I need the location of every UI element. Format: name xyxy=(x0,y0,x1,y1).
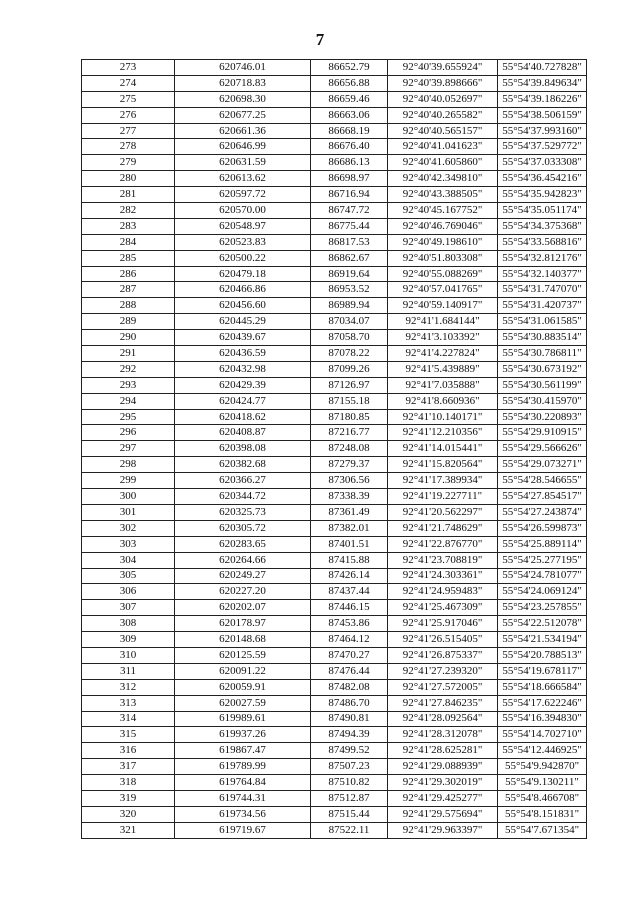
table-row xyxy=(82,822,587,838)
table-row xyxy=(82,775,587,791)
latitude-cell: 55°54'16.394830" xyxy=(498,711,587,727)
table-row xyxy=(82,616,587,632)
x-coordinate-cell: 620325.73 xyxy=(175,504,311,520)
y-coordinate-cell: 87361.49 xyxy=(311,504,388,520)
longitude-cell: 92°40'51.803308" xyxy=(388,250,498,266)
latitude-cell: 55°54'38.506159" xyxy=(498,107,587,123)
table-row xyxy=(82,679,587,695)
latitude-cell: 55°54'28.546655" xyxy=(498,473,587,489)
latitude-cell: 55°54'35.942823" xyxy=(498,187,587,203)
table-row xyxy=(82,155,587,171)
y-coordinate-cell: 87401.51 xyxy=(311,536,388,552)
longitude-cell: 92°41'27.572005" xyxy=(388,679,498,695)
x-coordinate-cell: 620429.39 xyxy=(175,377,311,393)
table-row xyxy=(82,536,587,552)
y-coordinate-cell: 86656.88 xyxy=(311,75,388,91)
latitude-cell: 55°54'8.151831" xyxy=(498,806,587,822)
y-coordinate-cell: 87507.23 xyxy=(311,759,388,775)
latitude-cell: 55°54'19.678117" xyxy=(498,663,587,679)
latitude-cell: 55°54'36.454216" xyxy=(498,171,587,187)
latitude-cell: 55°54'29.910915" xyxy=(498,425,587,441)
x-coordinate-cell: 620366.27 xyxy=(175,473,311,489)
longitude-cell: 92°40'39.655924" xyxy=(388,60,498,76)
latitude-cell: 55°54'7.671354" xyxy=(498,822,587,838)
latitude-cell: 55°54'24.781077" xyxy=(498,568,587,584)
point-number-cell: 312 xyxy=(82,679,175,695)
point-number-cell: 280 xyxy=(82,171,175,187)
table-row xyxy=(82,409,587,425)
latitude-cell: 55°54'9.130211" xyxy=(498,775,587,791)
point-number-cell: 315 xyxy=(82,727,175,743)
x-coordinate-cell: 620382.68 xyxy=(175,457,311,473)
longitude-cell: 92°41'26.875337" xyxy=(388,647,498,663)
x-coordinate-cell: 620424.77 xyxy=(175,393,311,409)
y-coordinate-cell: 87464.12 xyxy=(311,632,388,648)
latitude-cell: 55°54'14.702710" xyxy=(498,727,587,743)
point-number-cell: 301 xyxy=(82,504,175,520)
point-number-cell: 314 xyxy=(82,711,175,727)
table-row xyxy=(82,504,587,520)
y-coordinate-cell: 87078.22 xyxy=(311,346,388,362)
longitude-cell: 92°41'3.103392" xyxy=(388,330,498,346)
x-coordinate-cell: 620631.59 xyxy=(175,155,311,171)
y-coordinate-cell: 87415.88 xyxy=(311,552,388,568)
x-coordinate-cell: 620445.29 xyxy=(175,314,311,330)
longitude-cell: 92°41'25.917046" xyxy=(388,616,498,632)
longitude-cell: 92°41'14.015441" xyxy=(388,441,498,457)
table-row xyxy=(82,346,587,362)
coordinates-table xyxy=(81,59,587,839)
point-number-cell: 287 xyxy=(82,282,175,298)
y-coordinate-cell: 86989.94 xyxy=(311,298,388,314)
y-coordinate-cell: 86652.79 xyxy=(311,60,388,76)
point-number-cell: 318 xyxy=(82,775,175,791)
y-coordinate-cell: 87470.27 xyxy=(311,647,388,663)
table-row xyxy=(82,489,587,505)
x-coordinate-cell: 620613.62 xyxy=(175,171,311,187)
y-coordinate-cell: 87490.81 xyxy=(311,711,388,727)
coordinates-table-body xyxy=(82,60,587,839)
table-row xyxy=(82,377,587,393)
x-coordinate-cell: 620148.68 xyxy=(175,632,311,648)
latitude-cell: 55°54'39.849634" xyxy=(498,75,587,91)
point-number-cell: 294 xyxy=(82,393,175,409)
point-number-cell: 310 xyxy=(82,647,175,663)
x-coordinate-cell: 620027.59 xyxy=(175,695,311,711)
longitude-cell: 92°40'40.565157" xyxy=(388,123,498,139)
longitude-cell: 92°41'19.227711" xyxy=(388,489,498,505)
point-number-cell: 311 xyxy=(82,663,175,679)
table-row xyxy=(82,568,587,584)
y-coordinate-cell: 87155.18 xyxy=(311,393,388,409)
latitude-cell: 55°54'34.375368" xyxy=(498,218,587,234)
longitude-cell: 92°41'23.708819" xyxy=(388,552,498,568)
y-coordinate-cell: 86817.53 xyxy=(311,234,388,250)
y-coordinate-cell: 87512.87 xyxy=(311,790,388,806)
point-number-cell: 290 xyxy=(82,330,175,346)
y-coordinate-cell: 86659.46 xyxy=(311,91,388,107)
y-coordinate-cell: 87494.39 xyxy=(311,727,388,743)
longitude-cell: 92°40'55.088269" xyxy=(388,266,498,282)
x-coordinate-cell: 620500.22 xyxy=(175,250,311,266)
latitude-cell: 55°54'25.889114" xyxy=(498,536,587,552)
table-row xyxy=(82,361,587,377)
point-number-cell: 305 xyxy=(82,568,175,584)
point-number-cell: 281 xyxy=(82,187,175,203)
longitude-cell: 92°40'41.041623" xyxy=(388,139,498,155)
longitude-cell: 92°40'45.167752" xyxy=(388,203,498,219)
x-coordinate-cell: 620249.27 xyxy=(175,568,311,584)
longitude-cell: 92°40'39.898666" xyxy=(388,75,498,91)
y-coordinate-cell: 87306.56 xyxy=(311,473,388,489)
y-coordinate-cell: 87522.11 xyxy=(311,822,388,838)
longitude-cell: 92°41'28.092564" xyxy=(388,711,498,727)
latitude-cell: 55°54'31.061585" xyxy=(498,314,587,330)
x-coordinate-cell: 620698.30 xyxy=(175,91,311,107)
y-coordinate-cell: 86668.19 xyxy=(311,123,388,139)
point-number-cell: 297 xyxy=(82,441,175,457)
longitude-cell: 92°40'42.349810" xyxy=(388,171,498,187)
y-coordinate-cell: 86686.13 xyxy=(311,155,388,171)
table-row xyxy=(82,60,587,76)
point-number-cell: 291 xyxy=(82,346,175,362)
x-coordinate-cell: 619867.47 xyxy=(175,743,311,759)
latitude-cell: 55°54'12.446925" xyxy=(498,743,587,759)
y-coordinate-cell: 86862.67 xyxy=(311,250,388,266)
point-number-cell: 292 xyxy=(82,361,175,377)
point-number-cell: 298 xyxy=(82,457,175,473)
y-coordinate-cell: 86698.97 xyxy=(311,171,388,187)
x-coordinate-cell: 620439.67 xyxy=(175,330,311,346)
table-row xyxy=(82,806,587,822)
y-coordinate-cell: 86663.06 xyxy=(311,107,388,123)
latitude-cell: 55°54'30.415970" xyxy=(498,393,587,409)
longitude-cell: 92°41'27.239320" xyxy=(388,663,498,679)
latitude-cell: 55°54'37.529772" xyxy=(498,139,587,155)
table-row xyxy=(82,330,587,346)
table-row xyxy=(82,790,587,806)
x-coordinate-cell: 619789.99 xyxy=(175,759,311,775)
table-row xyxy=(82,711,587,727)
y-coordinate-cell: 87034.07 xyxy=(311,314,388,330)
y-coordinate-cell: 86716.94 xyxy=(311,187,388,203)
longitude-cell: 92°40'43.388505" xyxy=(388,187,498,203)
y-coordinate-cell: 86953.52 xyxy=(311,282,388,298)
table-row xyxy=(82,600,587,616)
y-coordinate-cell: 86919.64 xyxy=(311,266,388,282)
table-row xyxy=(82,282,587,298)
x-coordinate-cell: 620677.25 xyxy=(175,107,311,123)
x-coordinate-cell: 620432.98 xyxy=(175,361,311,377)
longitude-cell: 92°40'57.041765" xyxy=(388,282,498,298)
latitude-cell: 55°54'21.534194" xyxy=(498,632,587,648)
longitude-cell: 92°41'24.303361" xyxy=(388,568,498,584)
table-row xyxy=(82,727,587,743)
longitude-cell: 92°41'28.625281" xyxy=(388,743,498,759)
point-number-cell: 300 xyxy=(82,489,175,505)
latitude-cell: 55°54'18.666584" xyxy=(498,679,587,695)
point-number-cell: 276 xyxy=(82,107,175,123)
longitude-cell: 92°41'26.515405" xyxy=(388,632,498,648)
latitude-cell: 55°54'29.566626" xyxy=(498,441,587,457)
longitude-cell: 92°41'7.035888" xyxy=(388,377,498,393)
longitude-cell: 92°40'41.605860" xyxy=(388,155,498,171)
x-coordinate-cell: 620418.62 xyxy=(175,409,311,425)
table-row xyxy=(82,520,587,536)
longitude-cell: 92°40'40.265582" xyxy=(388,107,498,123)
point-number-cell: 309 xyxy=(82,632,175,648)
point-number-cell: 279 xyxy=(82,155,175,171)
latitude-cell: 55°54'9.942870" xyxy=(498,759,587,775)
y-coordinate-cell: 87426.14 xyxy=(311,568,388,584)
table-row xyxy=(82,91,587,107)
x-coordinate-cell: 620456.60 xyxy=(175,298,311,314)
table-row xyxy=(82,234,587,250)
y-coordinate-cell: 86775.44 xyxy=(311,218,388,234)
longitude-cell: 92°41'4.227824" xyxy=(388,346,498,362)
longitude-cell: 92°40'40.052697" xyxy=(388,91,498,107)
point-number-cell: 313 xyxy=(82,695,175,711)
longitude-cell: 92°41'17.389934" xyxy=(388,473,498,489)
longitude-cell: 92°41'5.439889" xyxy=(388,361,498,377)
table-row xyxy=(82,473,587,489)
table-row xyxy=(82,298,587,314)
longitude-cell: 92°41'22.876770" xyxy=(388,536,498,552)
y-coordinate-cell: 87486.70 xyxy=(311,695,388,711)
latitude-cell: 55°54'30.786811" xyxy=(498,346,587,362)
x-coordinate-cell: 620305.72 xyxy=(175,520,311,536)
y-coordinate-cell: 87248.08 xyxy=(311,441,388,457)
table-row xyxy=(82,187,587,203)
table-row xyxy=(82,441,587,457)
point-number-cell: 308 xyxy=(82,616,175,632)
x-coordinate-cell: 620479.18 xyxy=(175,266,311,282)
y-coordinate-cell: 87126.97 xyxy=(311,377,388,393)
point-number-cell: 283 xyxy=(82,218,175,234)
y-coordinate-cell: 87216.77 xyxy=(311,425,388,441)
latitude-cell: 55°54'31.747070" xyxy=(498,282,587,298)
x-coordinate-cell: 620344.72 xyxy=(175,489,311,505)
point-number-cell: 288 xyxy=(82,298,175,314)
x-coordinate-cell: 620283.65 xyxy=(175,536,311,552)
longitude-cell: 92°40'49.198610" xyxy=(388,234,498,250)
latitude-cell: 55°54'30.673192" xyxy=(498,361,587,377)
point-number-cell: 299 xyxy=(82,473,175,489)
x-coordinate-cell: 620746.01 xyxy=(175,60,311,76)
longitude-cell: 92°41'27.846235" xyxy=(388,695,498,711)
longitude-cell: 92°41'29.302019" xyxy=(388,775,498,791)
latitude-cell: 55°54'39.186226" xyxy=(498,91,587,107)
point-number-cell: 274 xyxy=(82,75,175,91)
y-coordinate-cell: 86676.40 xyxy=(311,139,388,155)
table-row xyxy=(82,584,587,600)
x-coordinate-cell: 620264.66 xyxy=(175,552,311,568)
point-number-cell: 307 xyxy=(82,600,175,616)
point-number-cell: 278 xyxy=(82,139,175,155)
y-coordinate-cell: 87338.39 xyxy=(311,489,388,505)
longitude-cell: 92°41'29.963397" xyxy=(388,822,498,838)
point-number-cell: 320 xyxy=(82,806,175,822)
latitude-cell: 55°54'32.812176" xyxy=(498,250,587,266)
latitude-cell: 55°54'22.512078" xyxy=(498,616,587,632)
y-coordinate-cell: 87180.85 xyxy=(311,409,388,425)
table-row xyxy=(82,393,587,409)
y-coordinate-cell: 87058.70 xyxy=(311,330,388,346)
longitude-cell: 92°40'59.140917" xyxy=(388,298,498,314)
y-coordinate-cell: 87279.37 xyxy=(311,457,388,473)
point-number-cell: 303 xyxy=(82,536,175,552)
y-coordinate-cell: 86747.72 xyxy=(311,203,388,219)
latitude-cell: 55°54'40.727828" xyxy=(498,60,587,76)
table-row xyxy=(82,139,587,155)
point-number-cell: 319 xyxy=(82,790,175,806)
point-number-cell: 275 xyxy=(82,91,175,107)
table-row xyxy=(82,425,587,441)
latitude-cell: 55°54'17.622246" xyxy=(498,695,587,711)
y-coordinate-cell: 87515.44 xyxy=(311,806,388,822)
x-coordinate-cell: 620408.87 xyxy=(175,425,311,441)
latitude-cell: 55°54'25.277195" xyxy=(498,552,587,568)
table-row xyxy=(82,695,587,711)
longitude-cell: 92°41'29.088939" xyxy=(388,759,498,775)
longitude-cell: 92°41'10.140171" xyxy=(388,409,498,425)
x-coordinate-cell: 620523.83 xyxy=(175,234,311,250)
x-coordinate-cell: 620548.97 xyxy=(175,218,311,234)
table-row xyxy=(82,171,587,187)
table-row xyxy=(82,75,587,91)
y-coordinate-cell: 87437.44 xyxy=(311,584,388,600)
point-number-cell: 295 xyxy=(82,409,175,425)
latitude-cell: 55°54'30.883514" xyxy=(498,330,587,346)
x-coordinate-cell: 620466.86 xyxy=(175,282,311,298)
x-coordinate-cell: 620398.08 xyxy=(175,441,311,457)
x-coordinate-cell: 619719.67 xyxy=(175,822,311,838)
table-row xyxy=(82,632,587,648)
point-number-cell: 289 xyxy=(82,314,175,330)
table-row xyxy=(82,107,587,123)
latitude-cell: 55°54'30.561199" xyxy=(498,377,587,393)
table-row xyxy=(82,663,587,679)
latitude-cell: 55°54'27.243874" xyxy=(498,504,587,520)
y-coordinate-cell: 87382.01 xyxy=(311,520,388,536)
latitude-cell: 55°54'8.466708" xyxy=(498,790,587,806)
longitude-cell: 92°41'29.425277" xyxy=(388,790,498,806)
x-coordinate-cell: 619989.61 xyxy=(175,711,311,727)
y-coordinate-cell: 87453.86 xyxy=(311,616,388,632)
point-number-cell: 304 xyxy=(82,552,175,568)
point-number-cell: 273 xyxy=(82,60,175,76)
table-row xyxy=(82,552,587,568)
longitude-cell: 92°41'8.660936" xyxy=(388,393,498,409)
x-coordinate-cell: 620718.83 xyxy=(175,75,311,91)
x-coordinate-cell: 620597.72 xyxy=(175,187,311,203)
x-coordinate-cell: 620661.36 xyxy=(175,123,311,139)
table-row xyxy=(82,314,587,330)
y-coordinate-cell: 87482.08 xyxy=(311,679,388,695)
point-number-cell: 317 xyxy=(82,759,175,775)
latitude-cell: 55°54'32.140377" xyxy=(498,266,587,282)
longitude-cell: 92°41'28.312078" xyxy=(388,727,498,743)
longitude-cell: 92°41'25.467309" xyxy=(388,600,498,616)
x-coordinate-cell: 619764.84 xyxy=(175,775,311,791)
table-row xyxy=(82,250,587,266)
table-row xyxy=(82,743,587,759)
point-number-cell: 321 xyxy=(82,822,175,838)
page-number: 7 xyxy=(315,30,325,49)
x-coordinate-cell: 620570.00 xyxy=(175,203,311,219)
latitude-cell: 55°54'33.568816" xyxy=(498,234,587,250)
x-coordinate-cell: 620125.59 xyxy=(175,647,311,663)
point-number-cell: 316 xyxy=(82,743,175,759)
x-coordinate-cell: 620059.91 xyxy=(175,679,311,695)
longitude-cell: 92°41'29.575694" xyxy=(388,806,498,822)
latitude-cell: 55°54'26.599873" xyxy=(498,520,587,536)
latitude-cell: 55°54'37.993160" xyxy=(498,123,587,139)
table-row xyxy=(82,218,587,234)
point-number-cell: 284 xyxy=(82,234,175,250)
x-coordinate-cell: 620646.99 xyxy=(175,139,311,155)
longitude-cell: 92°41'1.684144" xyxy=(388,314,498,330)
point-number-cell: 277 xyxy=(82,123,175,139)
latitude-cell: 55°54'23.257855" xyxy=(498,600,587,616)
latitude-cell: 55°54'37.033308" xyxy=(498,155,587,171)
point-number-cell: 282 xyxy=(82,203,175,219)
x-coordinate-cell: 620436.59 xyxy=(175,346,311,362)
y-coordinate-cell: 87099.26 xyxy=(311,361,388,377)
latitude-cell: 55°54'20.788513" xyxy=(498,647,587,663)
table-row xyxy=(82,457,587,473)
longitude-cell: 92°40'46.769046" xyxy=(388,218,498,234)
longitude-cell: 92°41'20.562297" xyxy=(388,504,498,520)
point-number-cell: 293 xyxy=(82,377,175,393)
longitude-cell: 92°41'15.820564" xyxy=(388,457,498,473)
point-number-cell: 286 xyxy=(82,266,175,282)
y-coordinate-cell: 87446.15 xyxy=(311,600,388,616)
x-coordinate-cell: 620227.20 xyxy=(175,584,311,600)
latitude-cell: 55°54'24.069124" xyxy=(498,584,587,600)
point-number-cell: 306 xyxy=(82,584,175,600)
table-row xyxy=(82,203,587,219)
x-coordinate-cell: 619734.56 xyxy=(175,806,311,822)
longitude-cell: 92°41'21.748629" xyxy=(388,520,498,536)
y-coordinate-cell: 87499.52 xyxy=(311,743,388,759)
latitude-cell: 55°54'29.073271" xyxy=(498,457,587,473)
latitude-cell: 55°54'30.220893" xyxy=(498,409,587,425)
table-row xyxy=(82,647,587,663)
latitude-cell: 55°54'35.051174" xyxy=(498,203,587,219)
point-number-cell: 296 xyxy=(82,425,175,441)
x-coordinate-cell: 619744.31 xyxy=(175,790,311,806)
point-number-cell: 285 xyxy=(82,250,175,266)
latitude-cell: 55°54'27.854517" xyxy=(498,489,587,505)
x-coordinate-cell: 620178.97 xyxy=(175,616,311,632)
latitude-cell: 55°54'31.420737" xyxy=(498,298,587,314)
y-coordinate-cell: 87510.82 xyxy=(311,775,388,791)
point-number-cell: 302 xyxy=(82,520,175,536)
longitude-cell: 92°41'24.959483" xyxy=(388,584,498,600)
x-coordinate-cell: 619937.26 xyxy=(175,727,311,743)
table-row xyxy=(82,123,587,139)
y-coordinate-cell: 87476.44 xyxy=(311,663,388,679)
x-coordinate-cell: 620202.07 xyxy=(175,600,311,616)
table-row xyxy=(82,759,587,775)
table-row xyxy=(82,266,587,282)
x-coordinate-cell: 620091.22 xyxy=(175,663,311,679)
longitude-cell: 92°41'12.210356" xyxy=(388,425,498,441)
